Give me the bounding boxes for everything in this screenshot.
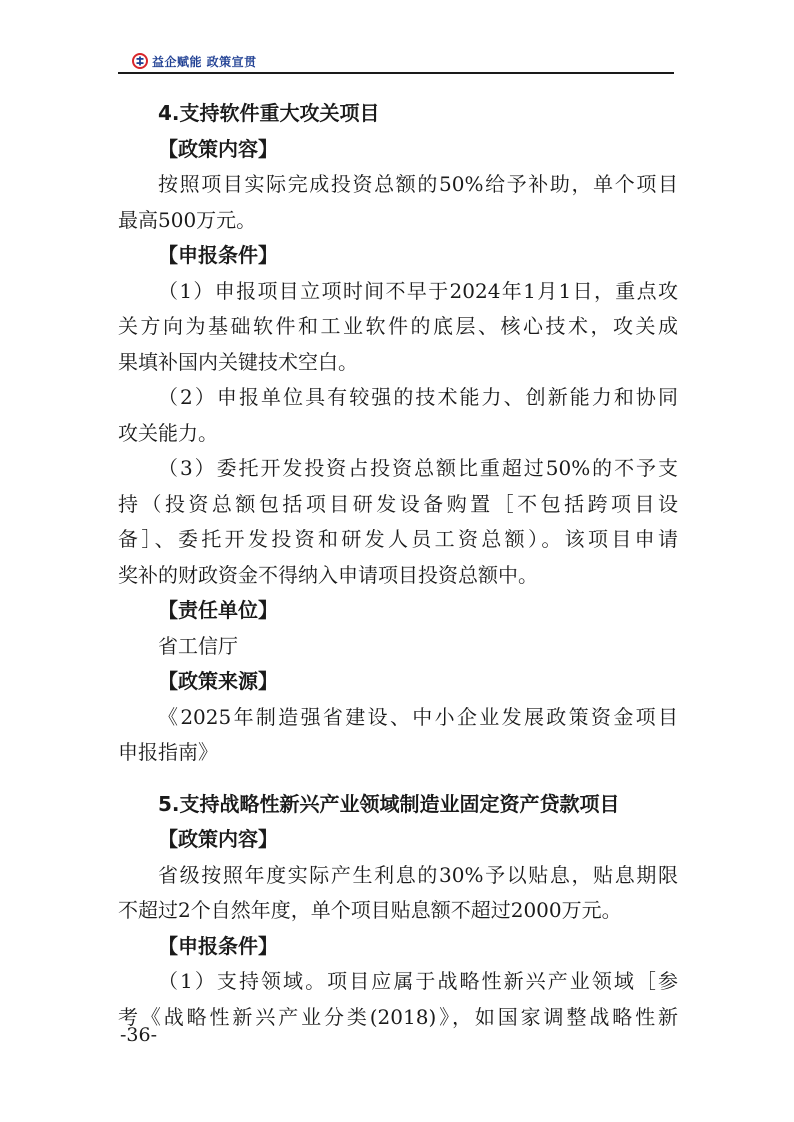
logo-text: 益企赋能 政策宣贯 — [152, 54, 257, 69]
paragraph-line: 省级按照年度实际产生利息的30%予以贴息，贴息期限 — [158, 862, 678, 887]
paragraph-line: 最高500万元。 — [118, 207, 257, 232]
paragraph-line: （1）申报项目立项时间不早于2024年1月1日，重点攻 — [158, 278, 678, 303]
policy-content-label: 【政策内容】 — [158, 827, 278, 851]
header-divider — [118, 72, 674, 74]
page-header — [118, 50, 674, 74]
paragraph-line: （1）支持领域。项目应属于战略性新兴产业领域［参 — [158, 969, 678, 993]
source-line: 《2025年制造强省建设、中小企业发展政策资金项目 — [158, 704, 678, 729]
paragraph-line: 攻关能力。 — [118, 420, 218, 445]
logo — [132, 52, 257, 70]
conditions-label: 【申报条件】 — [158, 933, 278, 958]
page-number: -36- — [120, 1024, 158, 1046]
section-gap — [118, 771, 678, 787]
paragraph-line: 考《战略性新兴产业分类(2018)》，如国家调整战略性新 — [118, 1004, 678, 1029]
source-label: 【政策来源】 — [158, 669, 278, 693]
paragraph-line: （3）委托开发投资占投资总额比重超过50%的不予支 — [158, 456, 678, 480]
paragraph-line: 果填补国内关键技术空白。 — [118, 349, 358, 374]
document-body — [118, 96, 678, 1035]
source-line: 申报指南》 — [118, 740, 218, 764]
responsible-label: 【责任单位】 — [158, 598, 278, 622]
section-title: 4.支持软件重大攻关项目 — [158, 101, 380, 125]
policy-content-label: 【政策内容】 — [158, 136, 278, 161]
paragraph-line: 关方向为基础软件和工业软件的底层、核心技术，攻关成 — [118, 314, 678, 338]
paragraph-line: （2）申报单位具有较强的技术能力、创新能力和协同 — [158, 385, 678, 409]
logo-icon — [132, 53, 148, 69]
paragraph-line: 按照项目实际完成投资总额的50%给予补助，单个项目 — [158, 172, 678, 196]
conditions-label: 【申报条件】 — [158, 243, 278, 267]
responsible-unit: 省工信厅 — [158, 633, 238, 658]
paragraph-line: 奖补的财政资金不得纳入申请项目投资总额中。 — [118, 562, 538, 587]
paragraph-line: 不超过2个自然年度，单个项目贴息额不超过2000万元。 — [118, 898, 622, 922]
section-title: 5.支持战略性新兴产业领域制造业固定资产贷款项目 — [158, 791, 620, 816]
paragraph-line: 备］、委托开发投资和研发人员工资总额）。该项目申请 — [118, 527, 678, 551]
paragraph-line: 持（投资总额包括项目研发设备购置［不包括跨项目设 — [118, 491, 678, 516]
